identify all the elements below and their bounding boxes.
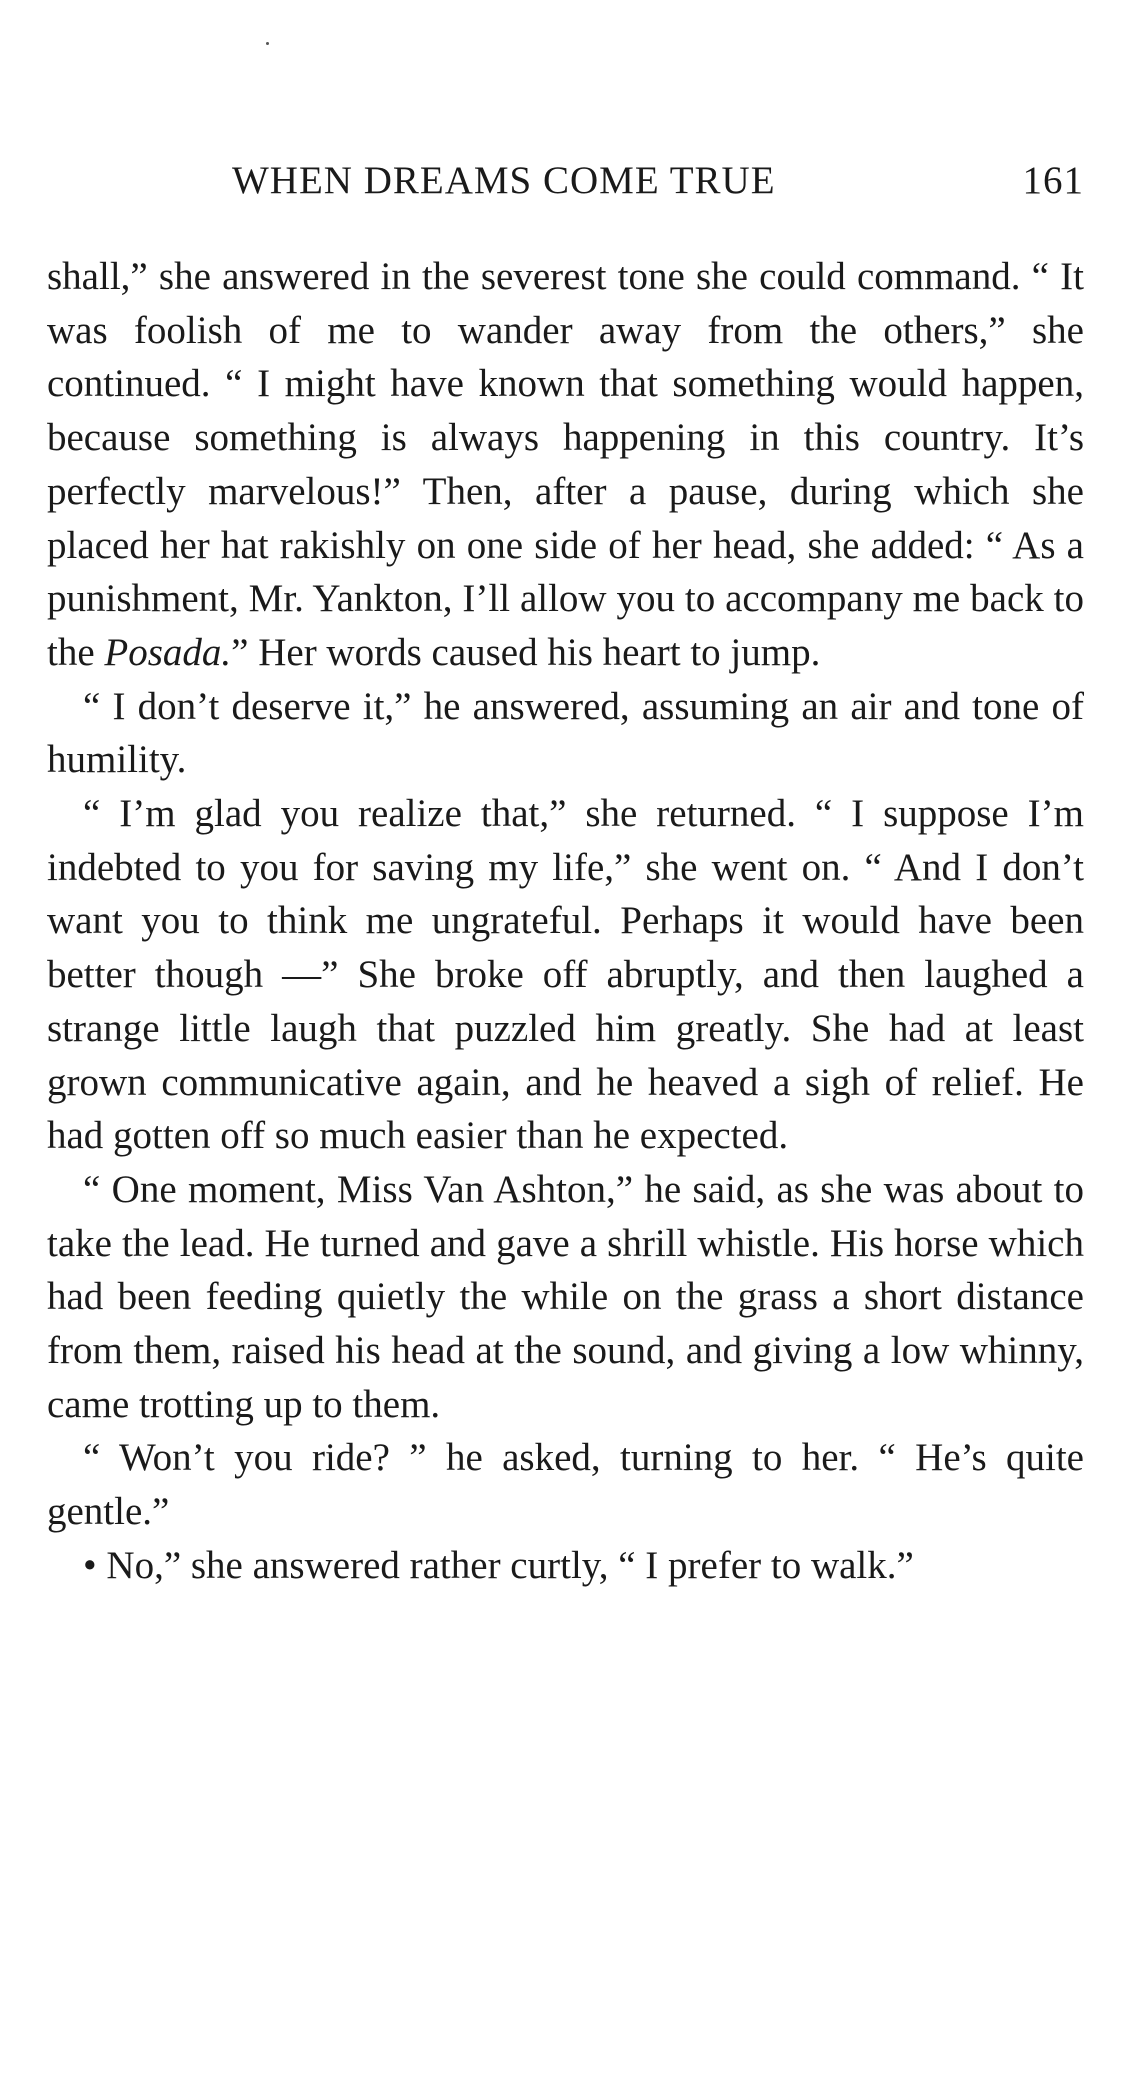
paragraph-3: “ I’m glad you realize that,” she returned. “ I suppose I’m indebted to you for saving my life,” she went on. “ And I don’t want you to think me ungrateful. Perhaps it would have been better though —” She broke off abruptly, and then laughed a strange little laugh that puzzled him greatly. She had at least grown communicative again, and he heaved a sigh of relief. He had gotten off so much easier than he expected. (47, 792, 1084, 1158)
paragraph-1 (47, 250, 1084, 680)
running-title: WHEN DREAMS COME TRUE (232, 159, 776, 202)
paragraph-5: “ Won’t you ride? ” he asked, turning to her. “ He’s quite gentle.” (47, 1436, 1084, 1534)
italic-word-posada: Posada. (104, 630, 232, 674)
print-speck (266, 42, 269, 45)
body-text (47, 250, 1084, 1593)
paragraph-2: “ I don’t deserve it,” he answered, assuming an air and tone of humility. (47, 684, 1084, 782)
page-number: 161 (1022, 159, 1084, 202)
paragraph-6: • No,” she answered rather curtly, “ I prefer to walk.” (83, 1543, 914, 1587)
paragraph-1-text-start: shall,” she answered in the severest tone she could command. “ It was foolish of me to wander away from the others,” she continued. “ I might have known that something would happen, because something is always happening in this country. It’s perfectly marvelous!” Then, after a pause, during which she placed her hat rakishly on one side of her head, she added: “ As a punishment, Mr. Yankton, I’ll allow you to accompany me back to the (47, 255, 1084, 674)
page-header (48, 158, 1084, 214)
paragraph-1-text-end: ” Her words caused his heart to jump. (231, 630, 821, 674)
paragraph-4: “ One moment, Miss Van Ashton,” he said, as she was about to take the lead. He turned and gave a shrill whistle. His horse which had been feeding quietly the while on the grass a short distance from them, raised his head at the sound, and giving a low whinny, came trotting up to them. (47, 1167, 1084, 1426)
